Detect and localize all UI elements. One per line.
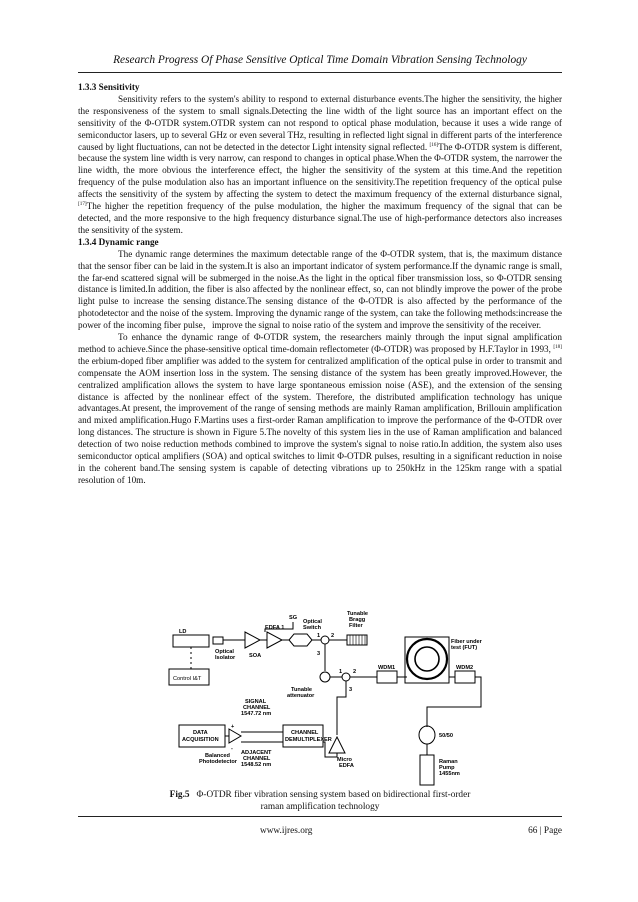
label-optical-switch: Optical [303, 619, 322, 625]
label-port: 3 [317, 651, 321, 657]
figure-caption [140, 790, 500, 813]
paragraph-text: Sensitivity refers to the system's ability to respond to external disturbance events.The higher the sensitivity, the higher the responsiveness of the system to small signals.Detecting the line width of the light source has an important effect on the sensitivity of the Φ-OTDR system.OTDR system can not respond to optical phase modulation, because it uses a wide range of semiconductor lasers, up to several GHz or even several THz, resulting in reflected light signal in different parts of the interference caused by light fluctuations, can not be detected in the detector Light intensity signal reflected. [78, 93, 562, 152]
label-edfa1: EDFA 1 [265, 625, 285, 631]
label-balanced-photodetector: Balanced [205, 753, 230, 759]
label-raman-pump: Pump [439, 765, 455, 771]
paragraph-text: The higher the repetition frequency of the pulse modulation, the higher the maximum frequency of the signal that can be detected, and the more responsive to the high frequency disturbance signal.The use of high-performance detectors also increases the sensitivity of the system. [78, 201, 562, 235]
label-optical-switch: Switch [303, 625, 322, 631]
data-acquisition-box [179, 725, 225, 747]
edfa1-amplifier [267, 632, 282, 648]
label-minus: - [231, 746, 233, 752]
label-raman-pump: Raman [439, 759, 458, 765]
fiber-spool-inner [415, 647, 439, 671]
label-port: 2 [331, 633, 335, 639]
label-ld: LD [179, 629, 187, 635]
label-micro-edfa: Micro [337, 757, 352, 763]
paragraph-text: the erbium-doped fiber amplifier was added to the system for centralized amplification of the optical pulse in order to transmit and compensate the AOM insertion loss in the system. The sensing distance of the system has been greatly improved.However, the centralized amplification allows the system to have large spontaneous emission noise (ASE), and the extension of the sensing distance is affected by the nonlinear effect of the system. Therefore, the distributed amplification technology has unique advantages.At present, the improvement of the range of sensing methods are mainly Raman amplification, Brillouin amplification and mixed amplification.Hugo F.Martins uses a first-order Raman amplification to improve the performance of the Φ-OTDR over long distances. The structure is shown in Figure 5.The novelty of this system lies in the use of Raman amplification and balanced detection of two noise reduction methods combined to improve the system's signal to noise ratio.In addition, the system also uses semiconductor optical amplifiers (SOA) and optical switches to limit Φ-OTDR pulses, resulting in a significant reduction in noise in the coherent band.The sensing system is capable of detecting vibrations up to 250kHz in the 125km range with a spatial resolution of 10m. [78, 355, 562, 485]
label-optical-isolator: Isolator [215, 655, 236, 661]
label-port: 1 [339, 669, 343, 675]
optical-switch [289, 634, 312, 646]
label-optical-isolator: Optical [215, 649, 234, 655]
label-coupler: 50/50 [439, 733, 453, 739]
section-title-sensitivity: 1.3.3 Sensitivity [78, 82, 140, 92]
soa-amplifier [245, 632, 260, 648]
label-port: 3 [349, 687, 353, 693]
paragraph-text: The Φ-OTDR system is different, because the system line width is very narrow, can respond to changes in optical phase.When the Φ-OTDR system, the narrower the line width, the more obvious the interference effect, the higher the sensitivity of the system at this time.And the repetition frequency of the pulse modulation also has an important influence on the sensitivity.The repetition frequency of the optical pulse affects the sensitivity of the system by affecting the system to detect the maximum frequency of the external disturbance signal, [78, 141, 562, 200]
label-fut: Fiber under [451, 639, 482, 645]
label-channel-demultiplexer: DEMULTIPLEXER [285, 737, 332, 743]
caption-label: Fig.5 [169, 790, 190, 800]
filter-lines [350, 635, 365, 645]
fiber-spool [407, 639, 447, 679]
label-raman-pump: 1455nm [439, 771, 460, 777]
caption-text: raman amplification technology [260, 801, 380, 812]
tunable-attenuator [320, 672, 330, 682]
system-diagram [165, 607, 485, 787]
label-data-acquisition: ACQUISITION [182, 737, 219, 743]
label-adjacent-channel: ADJACENT [241, 750, 272, 756]
body-text [78, 82, 562, 487]
label-sg: SG [289, 615, 298, 621]
citation: [16] [429, 141, 439, 148]
paragraph-dynamic-range-1: The dynamic range determines the maximum detectable range of the Φ-OTDR system, that is, the maximum distance that the sensor fiber can be laid in the system.It is also an important indicator of system performance.If the dynamic range is small, the far-end scattered signal will be submerged in the noise.As the light in the optical fiber transmission loss, so Φ-OTDR sensing distance is limited.In addition, the fiber is also affected by the nonlinear effect, so, can not blindly improve the power of the probe light pulse to increase the sensing distance.The sensing distance of the Φ-OTDR is also affected by the performance of the photodetector and the noise of the system. Improving the dynamic range of the system, can take the following methods:increase the power of the incoming fiber pulse，improve the signal to noise ratio of the system and improve the sensitivity of the receiver. [78, 248, 562, 331]
footer-website: www.ijres.org [260, 826, 313, 836]
label-data-acquisition: DATA [193, 730, 208, 736]
label-tunable-attenuator: attenuator [287, 693, 315, 699]
coupler-50-50 [419, 726, 435, 744]
ld-box [173, 635, 209, 647]
label-balanced-photodetector: Photodetector [199, 759, 237, 765]
running-header: Research Progress Of Phase Sensitive Optical Time Domain Vibration Sensing Technology [113, 54, 527, 66]
label-control: Control I&T [173, 676, 202, 682]
paragraph-sensitivity [78, 94, 562, 237]
fiber-line [427, 677, 481, 727]
label-wdm2: WDM2 [456, 665, 474, 671]
label-signal-channel: 1547.72 nm [241, 711, 272, 717]
label-wdm1: WDM1 [378, 665, 396, 671]
caption-text: Φ-OTDR fiber vibration sensing system based on bidirectional first-order [196, 790, 471, 800]
label-tunable-bragg-filter: Filter [349, 623, 363, 629]
label-micro-edfa: EDFA [339, 763, 354, 769]
circulator-1 [321, 636, 329, 644]
wdm1-box [377, 671, 397, 683]
label-fut: test (FUT) [451, 645, 478, 651]
balanced-detector-symbol [229, 729, 241, 743]
label-signal-channel: CHANNEL [243, 705, 271, 711]
label-tunable-attenuator: Tunable [291, 687, 313, 693]
label-port: 1 [317, 633, 321, 639]
paragraph-text: To enhance the dynamic range of Φ-OTDR system, the researchers mainly through the input signal amplification method to achieve.Since the phase-sensitive optical time-domain reflectometer (Φ-OTDR) was proposed by H.F.Taylor in 1993, [78, 332, 562, 354]
footer-rule [78, 816, 562, 817]
label-tunable-bragg-filter: Tunable [347, 611, 369, 617]
label-signal-channel: SIGNAL [245, 699, 267, 705]
section-title-dynamic-range: 1.3.4 Dynamic range [78, 236, 159, 247]
wdm2-box [455, 671, 475, 683]
fiber-line [323, 742, 337, 757]
footer-page-number: 66 | Page [528, 826, 562, 836]
label-soa: SOA [249, 653, 262, 659]
fiber-line [337, 681, 346, 735]
label-adjacent-channel: 1548.52 nm [241, 762, 272, 768]
raman-pump-box [420, 755, 434, 785]
citation: [18] [553, 343, 563, 350]
label-port: 2 [353, 669, 357, 675]
fut-frame [405, 637, 449, 683]
channel-demultiplexer [283, 725, 323, 747]
header-rule [78, 72, 562, 73]
label-plus: + [231, 724, 235, 730]
label-channel-demultiplexer: CHANNEL [291, 730, 319, 736]
label-adjacent-channel: CHANNEL [243, 756, 271, 762]
label-tunable-bragg-filter: Bragg [349, 617, 366, 623]
optical-isolator [213, 637, 223, 644]
citation: [17] [78, 201, 87, 208]
paragraph-dynamic-range-2 [78, 332, 562, 487]
circulator-2 [342, 673, 350, 681]
